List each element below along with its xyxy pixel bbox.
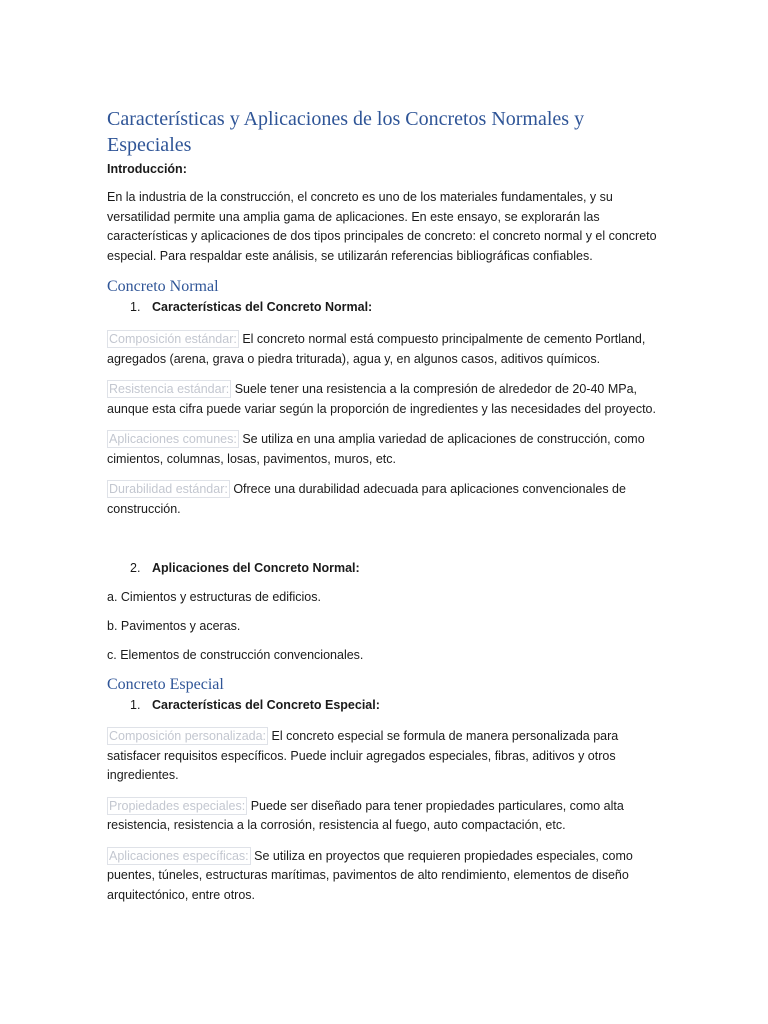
- list-item: [107, 430, 663, 469]
- list-title: Características del Concreto Normal:: [152, 300, 373, 314]
- item-text: Ofrece una durabilidad adecuada para aplicaciones convencionales de construcción.: [107, 482, 626, 516]
- application-item: c. Elementos de construcción convencionales.: [107, 648, 364, 662]
- list-title: Características del Concreto Especial:: [152, 698, 380, 712]
- list-item: [107, 847, 663, 906]
- list-title: Aplicaciones del Concreto Normal:: [152, 561, 360, 575]
- list-item: [107, 380, 663, 419]
- item-text: El concreto normal está compuesto principalmente de cemento Portland, agregados (arena, grava o piedra triturada), agua y, en algunos casos, aditivos químicos.: [107, 332, 646, 366]
- list-item: [107, 480, 663, 519]
- list-number: 1.: [130, 698, 141, 712]
- document-page: [107, 106, 663, 905]
- list-item: [107, 330, 663, 369]
- field-tag: Aplicaciones específicas:: [109, 848, 249, 863]
- field-tag: Composición personalizada:: [109, 729, 267, 743]
- item-text: Puede ser diseñado para tener propiedades particulares, como alta resistencia, resistencia a la corrosión, resistencia al fuego, auto compactación, etc.: [107, 798, 624, 832]
- item-text: Suele tener una resistencia a la compresión de alrededor de 20-40 MPa, aunque esta cifra puede variar según la proporción de ingredientes y las necesidades del proyecto.: [107, 382, 656, 416]
- list-number: 2.: [130, 561, 141, 575]
- numbered-heading-normal-characteristics: [107, 298, 663, 316]
- list-item: [107, 727, 663, 786]
- application-item: a. Cimientos y estructuras de edificios.: [107, 590, 321, 604]
- field-tag: Composición estándar:: [109, 332, 237, 346]
- section-heading-normal: Concreto Normal: [107, 278, 219, 295]
- item-text: El concreto especial se formula de manera personalizada para satisfacer requisitos específicos. Puede incluir agregados especiales, fibras, aditivos y otros ingredientes.: [107, 729, 619, 782]
- numbered-heading-special-characteristics: [107, 696, 663, 714]
- item-text: Se utiliza en una amplia variedad de aplicaciones de construcción, como cimientos, columnas, losas, pavimentos, muros, etc.: [107, 432, 645, 466]
- field-tag: Durabilidad estándar:: [109, 482, 228, 496]
- intro-heading: Introducción:: [107, 162, 187, 176]
- field-tag: Aplicaciones comunes:: [109, 432, 237, 446]
- list-number: 1.: [130, 300, 141, 314]
- section-heading-special: Concreto Especial: [107, 676, 224, 693]
- intro-paragraph: En la industria de la construcción, el concreto es uno de los materiales fundamentales, y su versatilidad permite una amplia gama de aplicaciones. En este ensayo, se explorarán las características y aplicaciones de dos tipos principales de concreto: el concreto normal y el concreto especial. Para respaldar este análisis, se utilizarán referencias bibliográficas confiables.: [107, 190, 657, 263]
- field-tag: Resistencia estándar:: [109, 382, 230, 396]
- application-item: b. Pavimentos y aceras.: [107, 619, 241, 633]
- item-text: Se utiliza en proyectos que requieren propiedades especiales, como puentes, túneles, estructuras marítimas, pavimentos de alto rendimiento, elementos de diseño arquitectónico, entre otros.: [107, 848, 633, 902]
- list-item: [107, 797, 663, 836]
- document-title: Características y Aplicaciones de los Concretos Normales y Especiales: [107, 108, 585, 156]
- numbered-heading-normal-applications: [107, 559, 663, 577]
- field-tag: Propiedades especiales:: [109, 798, 246, 813]
